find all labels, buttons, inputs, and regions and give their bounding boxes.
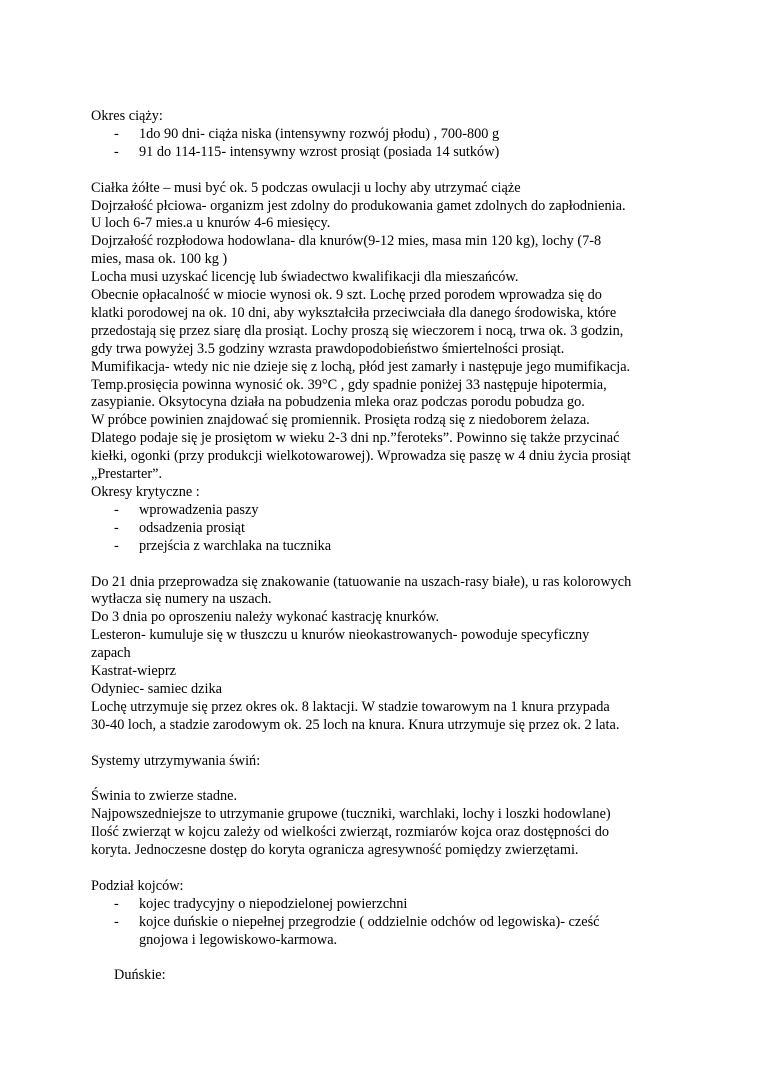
text-line: Lochę utrzymuje się przez okres ok. 8 laktacji. W stadzie towarowym na 1 knura przypada: [91, 698, 610, 715]
blank-line: [91, 770, 681, 788]
text-line: Kastrat-wieprz: [91, 663, 176, 680]
text-line: przedostają się przez siarę dla prosiąt. Lochy proszą się wieczorem i nocą, trwa ok. 3 godzin,: [91, 322, 624, 339]
blank-line: [91, 735, 681, 753]
text-line: 30-40 loch, a stadzie zarodowym ok. 25 loch na knura. Knura utrzymuje się przez ok. 2 lata.: [91, 716, 620, 733]
dash-bullet: -: [114, 125, 119, 142]
text-line: Dojrzałość rozpłodowa hodowlana- dla knurów(9-12 mies, masa min 120 kg), lochy (7-8: [91, 233, 602, 250]
list-item: - przejścia z warchlaka na tucznika: [114, 537, 332, 554]
text-line: klatki porodowej na ok. 10 dni, aby wykształciła przeciwciała dla danego środowiska, które: [91, 304, 617, 321]
text-line: Do 3 dnia po oproszeniu należy wykonać kastrację knurków.: [91, 609, 440, 626]
document-body: [91, 108, 681, 985]
critical-list: [91, 502, 681, 556]
blank-line: [91, 162, 681, 180]
text-line: Ilość zwierząt w kojcu zależy od wielkości zwierząt, rozmiarów kojca oraz dostępności do: [91, 824, 610, 841]
list-item: - wprowadzenia paszy: [114, 501, 259, 518]
paragraph-marking: [91, 574, 681, 735]
dash-bullet: -: [114, 519, 119, 536]
text-line: Odyniec- samiec dzika: [91, 680, 222, 697]
pregnancy-list: [91, 126, 681, 162]
text-line: Temp.prosięcia powinna wynosić ok. 39°C , gdy spadnie poniżej 33 następuje hipotermia,: [91, 376, 607, 393]
text-line: mies, masa ok. 100 kg ): [91, 251, 228, 268]
text-line: Ciałka żółte – musi być ok. 5 podczas owulacji u lochy aby utrzymać ciąże: [91, 179, 521, 196]
paragraph-reproduction: [91, 180, 681, 484]
list-item: - 1do 90 dni- ciąża niska (intensywny rozwój płodu) , 700-800 g: [114, 125, 500, 142]
pens-heading: Podział kojców:: [91, 877, 184, 894]
dash-bullet: -: [114, 895, 119, 912]
text-line: Obecnie opłacalność w miocie wynosi ok. 9 szt. Lochę przed porodem wprowadza się do: [91, 287, 602, 304]
paragraph-group-housing: [91, 788, 681, 860]
list-item: - kojce duńskie o niepełnej przegrodzie ( oddzielnie odchów od legowiska)- cześć gnojowa i legowiskowo-karmowa.: [114, 913, 600, 948]
pens-list: [91, 896, 681, 950]
text-line: zasypianie. Oksytocyna działa na pobudzenia mleka oraz podczas porodu pobudza go.: [91, 394, 585, 411]
systems-heading: Systemy utrzymywania świń:: [91, 752, 261, 769]
text-line: W próbce powinien znajdować się promiennik. Prosięta rodzą się z niedoborem żelaza.: [91, 412, 590, 429]
list-item: - odsadzenia prosiąt: [114, 519, 245, 536]
text-line: Lesteron- kumuluje się w tłuszczu u knurów nieokastrowanych- powoduje specyficzny: [91, 627, 590, 644]
text-line: Mumifikacja- wtedy nic nie dzieje się z lochą, płód jest zamarły i następuje jego mumifikacja.: [91, 358, 631, 375]
text-line: wytłacza się numery na uszach.: [91, 591, 272, 608]
blank-line: [91, 556, 681, 574]
text-line: Dlatego podaje się je prosiętom w wieku 2-3 dni np.”feroteks”. Powinno się także przycinać: [91, 430, 620, 447]
list-item: - kojec tradycyjny o niepodzielonej powierzchni: [114, 895, 408, 912]
dash-bullet: -: [114, 143, 119, 160]
text-line: Dojrzałość płciowa- organizm jest zdolny do produkowania gamet zdolnych do zapłodnienia.: [91, 197, 626, 214]
dash-bullet: -: [114, 501, 119, 518]
blank-line: [91, 860, 681, 878]
pregnancy-heading: Okres ciąży:: [91, 108, 163, 124]
text-line: Świnia to zwierze stadne.: [91, 788, 238, 805]
text-line: U loch 6-7 mies.a u knurów 4-6 miesięcy.: [91, 215, 331, 232]
critical-heading: Okresy krytyczne :: [91, 484, 200, 501]
text-line: Najpowszedniejsze to utrzymanie grupowe (tuczniki, warchlaki, lochy i loszki hodowlane): [91, 806, 611, 823]
text-line: Locha musi uzyskać licencję lub świadectwo kwalifikacji dla mieszańców.: [91, 269, 519, 286]
danish-heading: Duńskie:: [114, 967, 166, 984]
text-line: koryta. Jednoczesne dostęp do koryta ogranicza agresywność pomiędzy zwierzętami.: [91, 842, 579, 859]
dash-bullet: -: [114, 537, 119, 554]
list-item: - 91 do 114-115- intensywny wzrost prosiąt (posiada 14 sutków): [114, 143, 500, 160]
text-line: „Prestarter”.: [91, 466, 163, 483]
dash-bullet: -: [114, 913, 119, 930]
text-line: kiełki, ogonki (przy produkcji wielkotowarowej). Wprowadza się paszę w 4 dniu życia prosiąt: [91, 448, 631, 465]
text-line: Do 21 dnia przeprowadza się znakowanie (tatuowanie na uszach-rasy białe), u ras kolorowych: [91, 573, 632, 590]
text-line: gdy trwa powyżej 3.5 godziny wzrasta prawdopodobieństwo śmiertelności prosiąt.: [91, 340, 565, 357]
blank-line: [91, 950, 681, 968]
text-line: zapach: [91, 645, 131, 662]
